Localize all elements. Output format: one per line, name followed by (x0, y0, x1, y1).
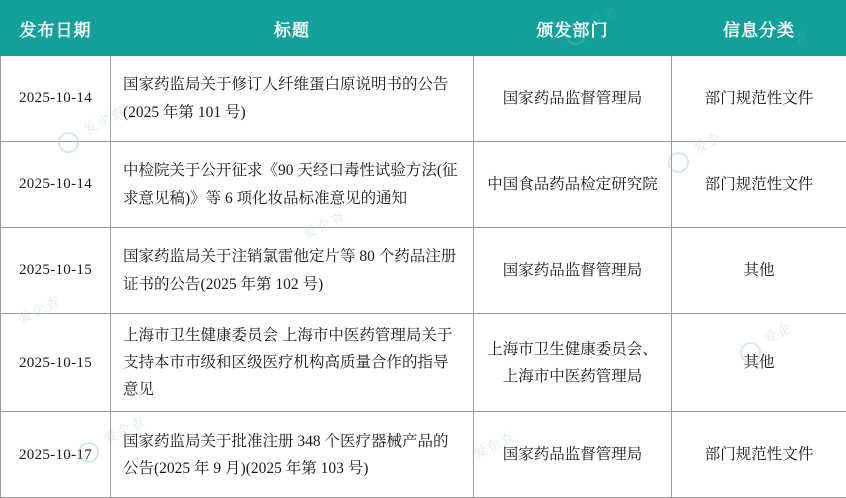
cell-department: 上海市卫生健康委员会、上海市中医药管理局 (474, 314, 672, 412)
cell-title: 上海市卫生健康委员会 上海市中医药管理局关于支持本市市级和区级医疗机构高质量合作的指导意见 (111, 314, 474, 412)
watermark-text: 爱企查 (470, 425, 519, 462)
watermark-text: 爱企 (760, 317, 795, 347)
table-row (1, 228, 846, 314)
watermark-text: 爱企查 (15, 290, 64, 327)
table-row (1, 142, 846, 228)
watermark-text: 爱企 (585, 1, 620, 31)
watermark-text: 爱企 (690, 127, 725, 157)
cell-date: 2025-10-14 (1, 56, 111, 142)
table-body (1, 56, 846, 498)
cell-category: 其他 (672, 314, 846, 412)
table-header (1, 1, 846, 56)
cell-title: 国家药监局关于修订人纤维蛋白原说明书的公告(2025 年第 101 号) (111, 56, 474, 142)
table-row (1, 56, 846, 142)
column-header-date: 发布日期 (1, 1, 111, 56)
cell-date: 2025-10-15 (1, 314, 111, 412)
column-header-title: 标题 (111, 1, 474, 56)
cell-title: 国家药监局关于注销氯雷他定片等 80 个药品注册证书的公告(2025 年第 102 号) (111, 228, 474, 314)
table-row (1, 314, 846, 412)
cell-date: 2025-10-14 (1, 142, 111, 228)
watermark-text: 爱企查 (300, 205, 349, 242)
cell-title: 中检院关于公开征求《90 天经口毒性试验方法(征求意见稿)》等 6 项化妆品标准意见的通知 (111, 142, 474, 228)
cell-category: 部门规范性文件 (672, 142, 846, 228)
cell-department: 中国食品药品检定研究院 (474, 142, 672, 228)
watermark-text: 查 (790, 23, 812, 47)
column-header-department: 颁发部门 (474, 1, 672, 56)
cell-category: 其他 (672, 228, 846, 314)
cell-date: 2025-10-17 (1, 412, 111, 498)
column-header-category: 信息分类 (672, 1, 846, 56)
table-row (1, 412, 846, 498)
cell-date: 2025-10-15 (1, 228, 111, 314)
table-header-row (1, 1, 846, 56)
cell-department: 国家药品监督管理局 (474, 56, 672, 142)
cell-title: 国家药监局关于批准注册 348 个医疗器械产品的公告(2025 年 9 月)(2025 年第 103 号) (111, 412, 474, 498)
cell-category: 部门规范性文件 (672, 412, 846, 498)
watermark-text: 爱企查 (100, 410, 149, 447)
cell-department: 国家药品监督管理局 (474, 412, 672, 498)
cell-department: 国家药品监督管理局 (474, 228, 672, 314)
cell-category: 部门规范性文件 (672, 56, 846, 142)
watermark-text: 爱企查 (80, 100, 129, 137)
